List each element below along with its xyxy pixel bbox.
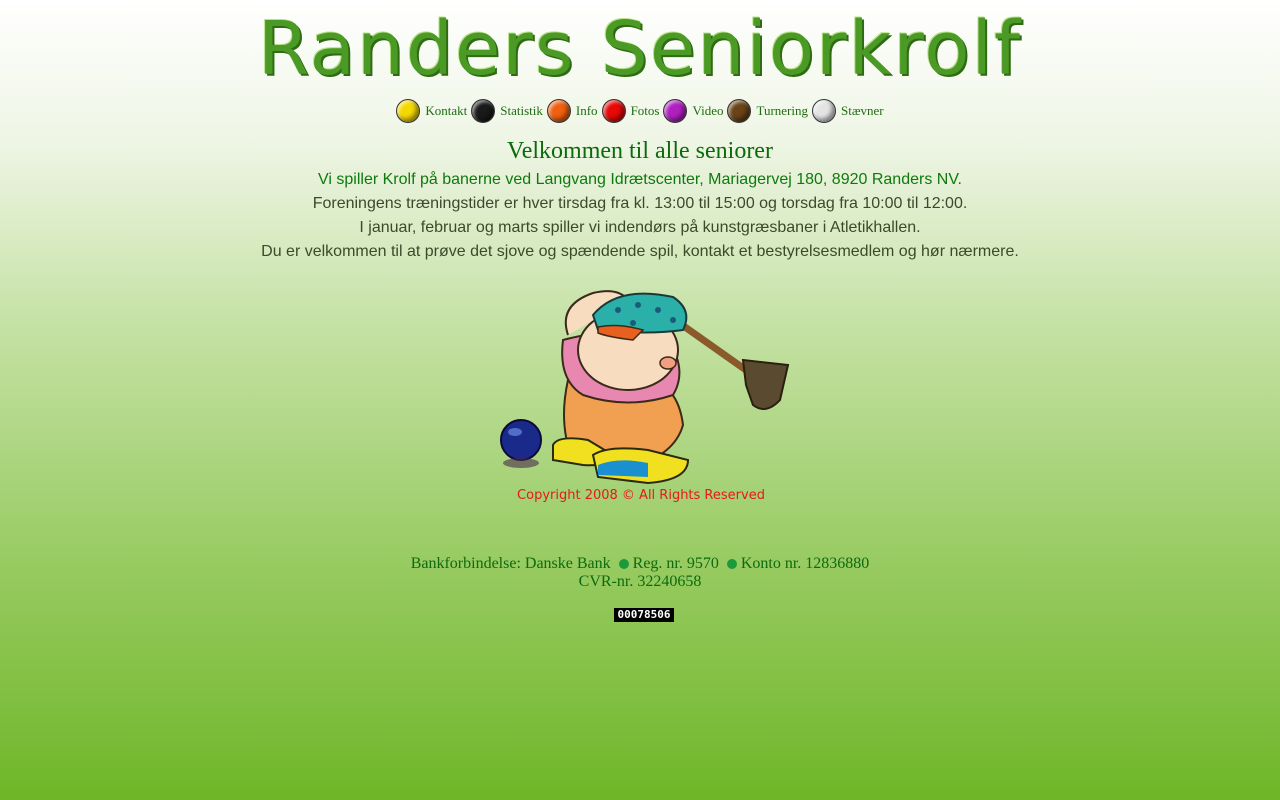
nav-label[interactable]: Fotos	[630, 103, 660, 118]
intro-text	[0, 168, 1280, 264]
nav-item-kontakt[interactable]	[396, 99, 467, 123]
training-times-text: Foreningens træningstider er hver tirsdag fra kl. 13:00 til 15:00 og torsdag fra 10:00 til 12:00.	[312, 195, 968, 212]
black-ball-icon	[471, 99, 495, 123]
krolf-mascot-image	[498, 285, 793, 510]
site-logo: Randers Seniorkrolf	[257, 6, 1023, 92]
nav-label[interactable]: Turnering	[756, 103, 808, 118]
brown-ball-icon	[727, 99, 751, 123]
visitor-counter[interactable]: 00078506	[614, 608, 674, 622]
nav-item-fotos[interactable]	[602, 99, 660, 123]
welcome-heading: Velkommen til alle seniorer	[507, 138, 773, 164]
invite-text: Du er velkommen til at prøve det sjove og spændende spil, kontakt et bestyrelsesmedlem og hør nærmere.	[261, 243, 1019, 260]
main-nav	[0, 98, 1280, 124]
cvr-number: CVR-nr. 32240658	[578, 573, 702, 590]
nav-label[interactable]: Video	[692, 103, 724, 118]
nav-item-video[interactable]	[663, 99, 723, 123]
nav-label[interactable]: Kontakt	[425, 103, 468, 118]
red-ball-icon	[602, 99, 626, 123]
winter-text: I januar, februar og marts spiller vi indendørs på kunstgræsbaner i Atletikhallen.	[359, 219, 921, 236]
bank-name: Bankforbindelse: Danske Bank	[410, 555, 611, 572]
green-dot-icon	[619, 559, 629, 569]
nav-item-turnering[interactable]	[727, 99, 808, 123]
nav-item-statistik[interactable]	[471, 99, 543, 123]
purple-ball-icon	[663, 99, 687, 123]
image-caption: Copyright 2008 © All Rights Reserved	[517, 488, 765, 503]
nav-label[interactable]: Stævner	[841, 103, 884, 118]
reg-number: Reg. nr. 9570	[632, 555, 719, 572]
location-text: Vi spiller Krolf på banerne ved Langvang Idrætscenter, Mariagervej 180, 8920 Randers NV.	[318, 171, 962, 188]
green-dot-icon	[727, 559, 737, 569]
konto-number: Konto nr. 12836880	[740, 555, 870, 572]
yellow-ball-icon	[396, 99, 420, 123]
orange-ball-icon	[547, 99, 571, 123]
bank-info	[0, 555, 1280, 591]
nav-item-staevner[interactable]	[812, 99, 884, 123]
nav-label[interactable]: Statistik	[500, 103, 543, 118]
nav-item-info[interactable]	[547, 99, 598, 123]
nav-label[interactable]: Info	[575, 103, 598, 118]
white-ball-icon	[812, 99, 836, 123]
